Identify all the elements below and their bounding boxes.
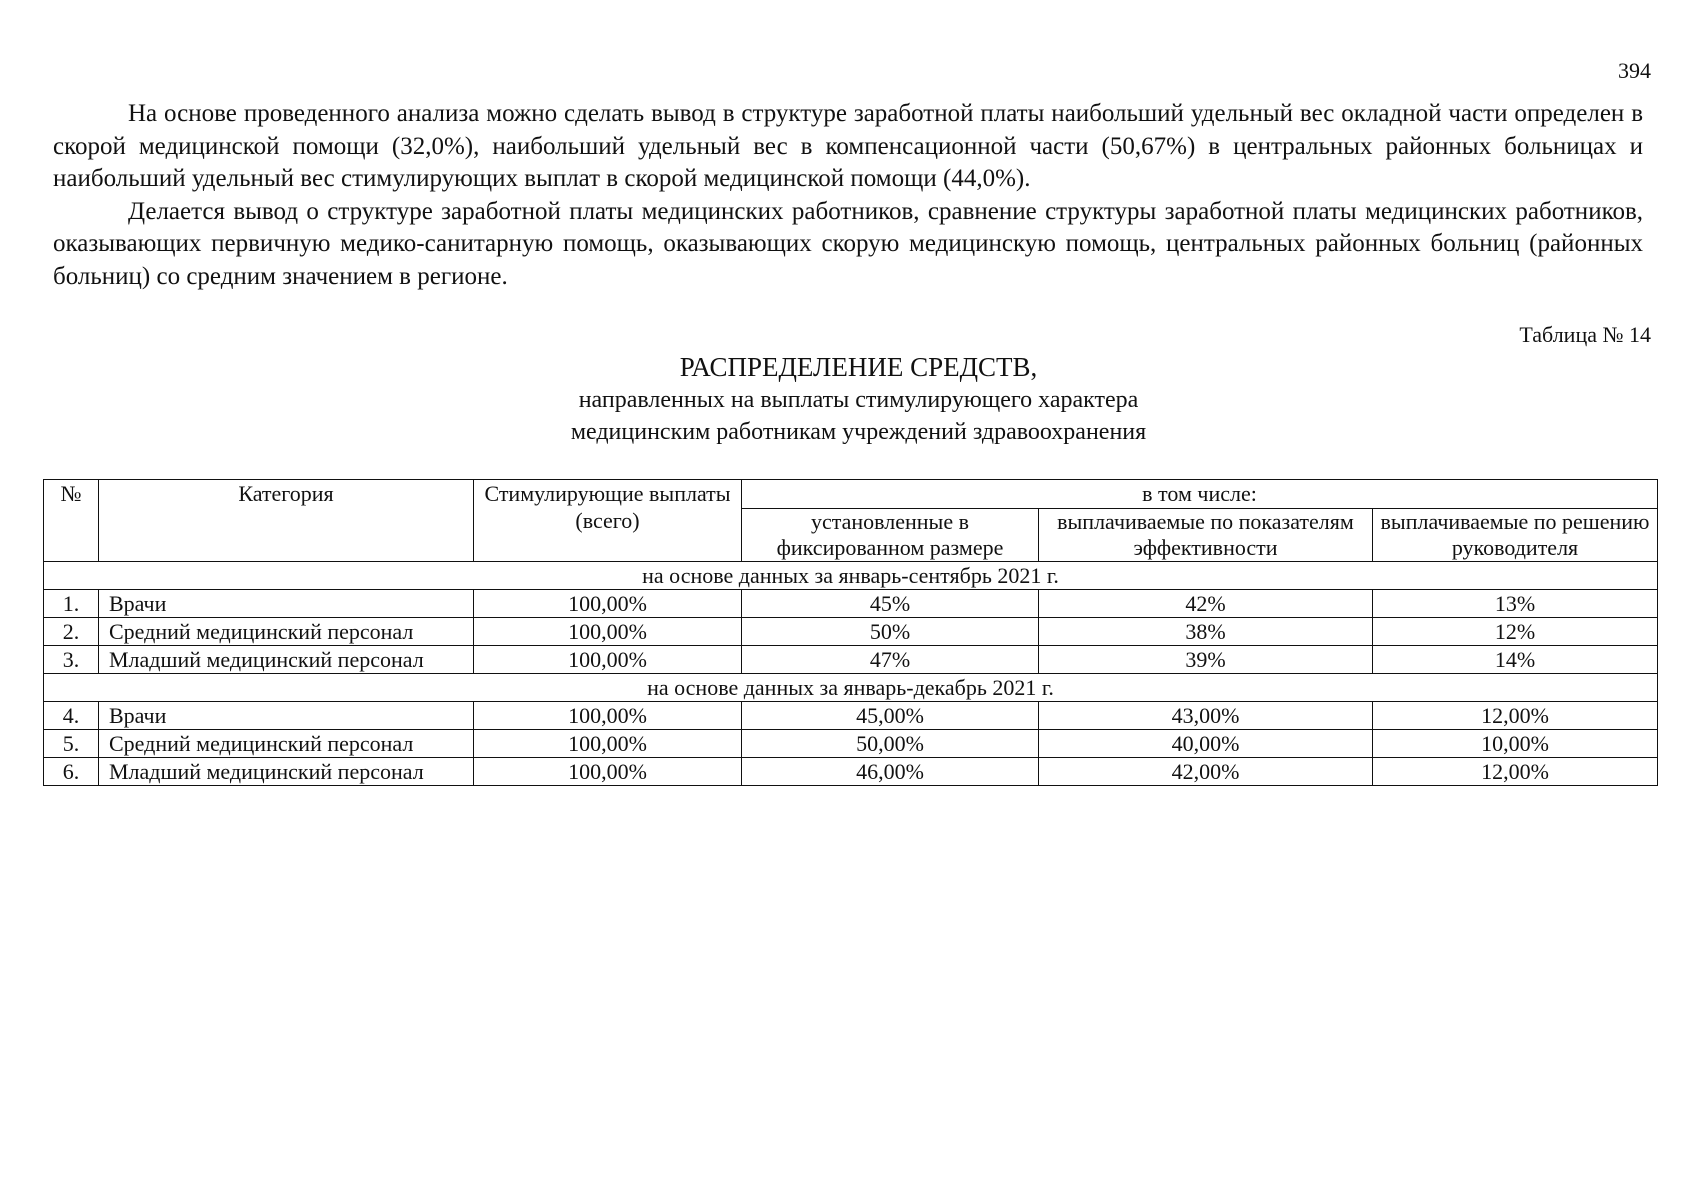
cell-category: Младший медицинский персонал <box>99 646 474 674</box>
paragraph-2: Делается вывод о структуре заработной платы медицинских работников, сравнение структуры заработной платы медицинских работников, оказывающих первичную медико-санитарную помощь, оказывающих скорую медицинскую помощь, центральных районных больниц (районных больниц) со средним значением в регионе. <box>53 197 1643 290</box>
table-title-line-2: направленных на выплаты стимулирующего характера <box>578 387 1139 413</box>
cell-fixed: 47% <box>742 646 1039 674</box>
header-efficiency: выплачиваемые по показателям эффективности <box>1039 509 1373 562</box>
cell-total: 100,00% <box>474 590 742 618</box>
table-row <box>44 590 1658 618</box>
table-row <box>44 646 1658 674</box>
cell-efficiency: 43,00% <box>1039 702 1373 730</box>
table-row <box>44 730 1658 758</box>
table-row <box>44 618 1658 646</box>
cell-num: 2. <box>44 618 99 646</box>
cell-manager: 13% <box>1373 590 1658 618</box>
cell-total: 100,00% <box>474 758 742 786</box>
cell-num: 5. <box>44 730 99 758</box>
cell-category: Средний медицинский персонал <box>99 730 474 758</box>
page-number: 394 <box>1618 58 1651 83</box>
cell-fixed: 50% <box>742 618 1039 646</box>
cell-fixed: 45,00% <box>742 702 1039 730</box>
section-title: на основе данных за январь-декабрь 2021 г. <box>44 674 1658 702</box>
cell-manager: 12,00% <box>1373 702 1658 730</box>
cell-efficiency: 38% <box>1039 618 1373 646</box>
cell-num: 3. <box>44 646 99 674</box>
table-title-main: РАСПРЕДЕЛЕНИЕ СРЕДСТВ, <box>679 352 1038 382</box>
distribution-table <box>43 479 1658 786</box>
header-category: Категория <box>99 480 474 562</box>
cell-category: Врачи <box>99 590 474 618</box>
header-manager: выплачиваемые по решению руководителя <box>1373 509 1658 562</box>
cell-efficiency: 39% <box>1039 646 1373 674</box>
cell-total: 100,00% <box>474 730 742 758</box>
section-row <box>44 562 1658 590</box>
cell-manager: 12,00% <box>1373 758 1658 786</box>
table-title-line-3: медицинским работникам учреждений здравоохранения <box>570 419 1147 445</box>
cell-efficiency: 42% <box>1039 590 1373 618</box>
section-title: на основе данных за январь-сентябрь 2021 г. <box>44 562 1658 590</box>
cell-total: 100,00% <box>474 646 742 674</box>
cell-num: 4. <box>44 702 99 730</box>
cell-fixed: 45% <box>742 590 1039 618</box>
cell-manager: 14% <box>1373 646 1658 674</box>
header-fixed: установленные в фиксированном размере <box>742 509 1039 562</box>
header-total: Стимулирующие выплаты (всего) <box>474 480 742 562</box>
cell-efficiency: 42,00% <box>1039 758 1373 786</box>
table-row <box>44 758 1658 786</box>
cell-category: Средний медицинский персонал <box>99 618 474 646</box>
cell-category: Врачи <box>99 702 474 730</box>
header-num: № <box>44 480 99 562</box>
body-text <box>53 98 1643 293</box>
cell-manager: 10,00% <box>1373 730 1658 758</box>
cell-num: 6. <box>44 758 99 786</box>
cell-category: Младший медицинский персонал <box>99 758 474 786</box>
section-row <box>44 674 1658 702</box>
table-header <box>44 480 1658 562</box>
cell-efficiency: 40,00% <box>1039 730 1373 758</box>
cell-fixed: 46,00% <box>742 758 1039 786</box>
table-row <box>44 702 1658 730</box>
cell-manager: 12% <box>1373 618 1658 646</box>
cell-total: 100,00% <box>474 618 742 646</box>
table-label: Таблица № 14 <box>1519 322 1651 347</box>
table-title <box>0 350 1697 448</box>
table-body <box>44 562 1658 786</box>
cell-num: 1. <box>44 590 99 618</box>
cell-total: 100,00% <box>474 702 742 730</box>
paragraph-1: На основе проведенного анализа можно сделать вывод в структуре заработной платы наибольший удельный вес окладной части определен в скорой медицинской помощи (32,0%), наибольший удельный вес в компенсационной части (50,67%) в центральных районных больницах и наибольший удельный вес стимулирующих выплат в скорой медицинской помощи (44,0%). <box>53 100 1643 192</box>
header-including: в том числе: <box>742 480 1658 509</box>
cell-fixed: 50,00% <box>742 730 1039 758</box>
